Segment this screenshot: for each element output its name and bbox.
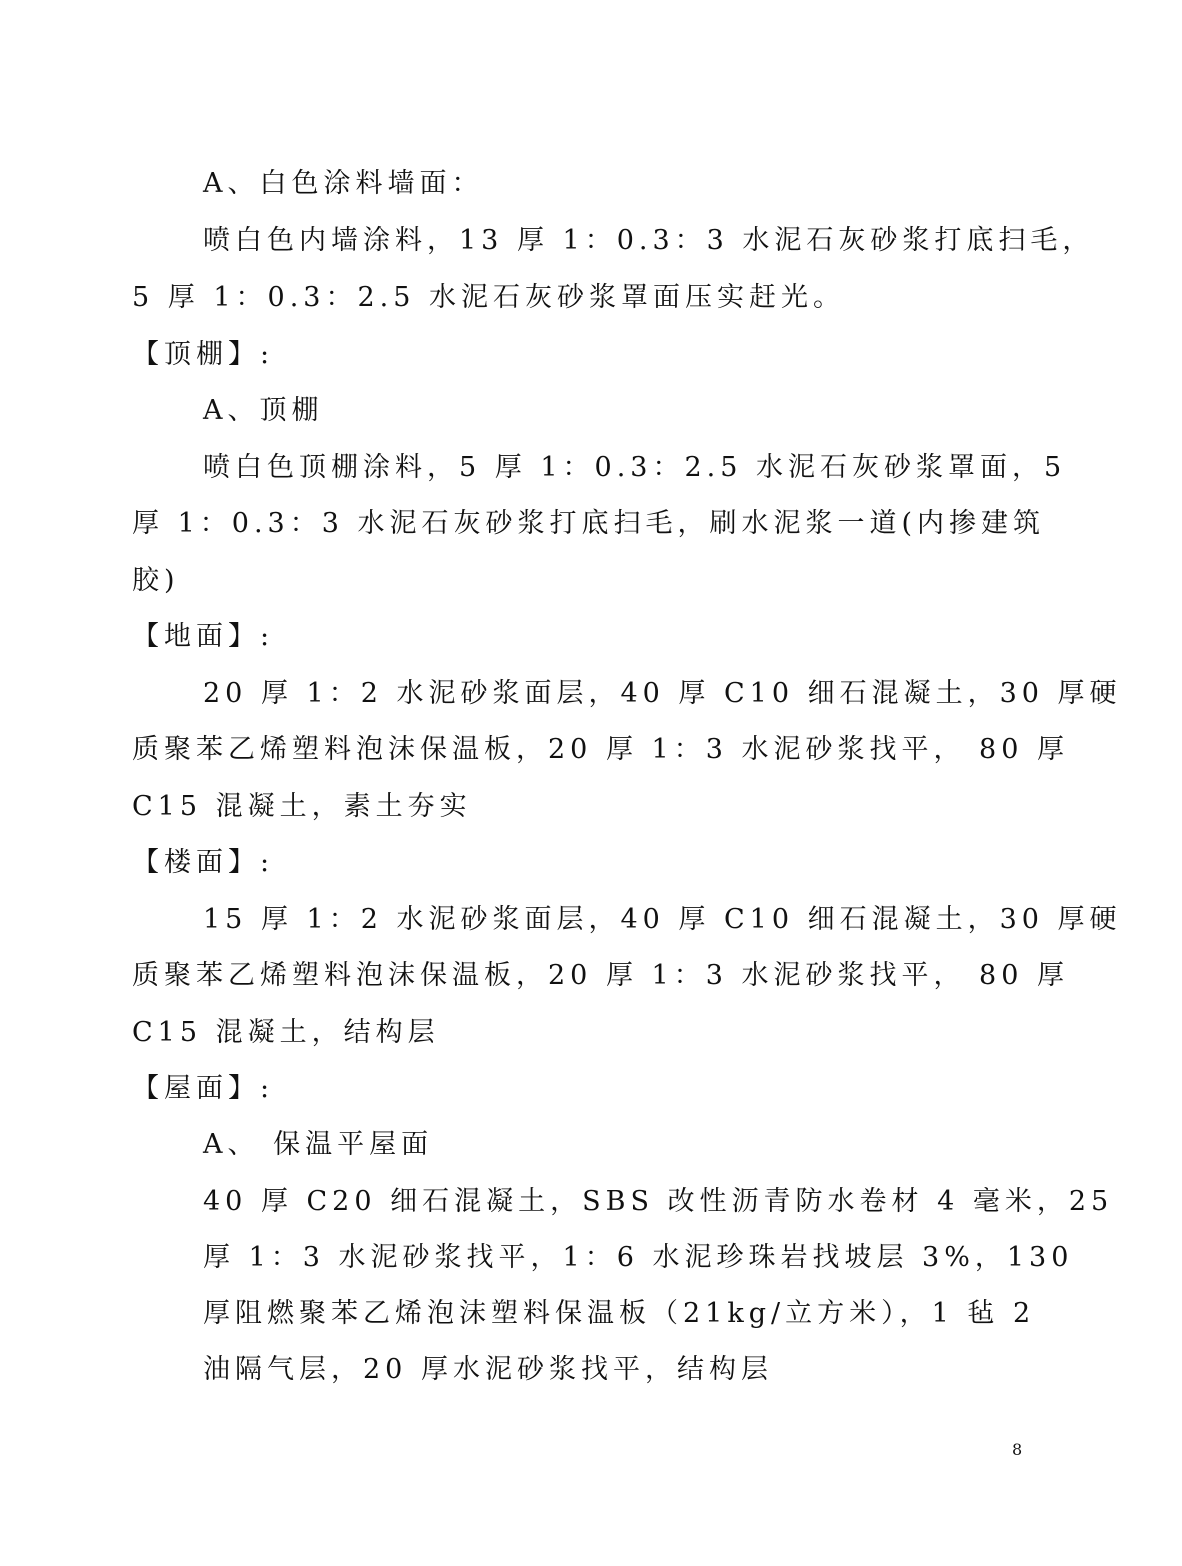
section-heading-roof: 【屋面】:	[132, 1073, 275, 1104]
page-number: 8	[1012, 1440, 1023, 1459]
paragraph-line: 厚 1：0.3：3 水泥石灰砂浆打底扫毛，刷水泥浆一道(内掺建筑	[132, 508, 1045, 539]
paragraph-line: C15 混凝土，结构层	[132, 1017, 440, 1048]
paragraph-line: 质聚苯乙烯塑料泡沫保温板，20 厚 1：3 水泥砂浆找平， 80 厚	[132, 734, 1069, 765]
roof-subheading: A、 保温平屋面	[203, 1129, 434, 1160]
paragraph-line: 5 厚 1：0.3：2.5 水泥石灰砂浆罩面压实赶光。	[132, 282, 845, 313]
paragraph-line: 喷白色内墙涂料，13 厚 1：0.3：3 水泥石灰砂浆打底扫毛，	[203, 225, 1095, 256]
ceiling-subheading: A、顶棚	[203, 395, 324, 426]
paragraph-line: 15 厚 1：2 水泥砂浆面层，40 厚 C10 细石混凝土，30 厚硬	[203, 904, 1122, 935]
wall-paint-heading: A、白色涂料墙面：	[203, 168, 484, 199]
paragraph-line: 喷白色顶棚涂料，5 厚 1：0.3：2.5 水泥石灰砂浆罩面，5	[203, 452, 1067, 483]
paragraph-line: 厚 1：3 水泥砂浆找平，1：6 水泥珍珠岩找坡层 3%，130	[203, 1242, 1074, 1273]
section-heading-floor: 【楼面】:	[132, 847, 275, 878]
paragraph-line: 油隔气层，20 厚水泥砂浆找平，结构层	[203, 1354, 773, 1385]
paragraph-line: 20 厚 1：2 水泥砂浆面层，40 厚 C10 细石混凝土，30 厚硬	[203, 678, 1122, 709]
section-heading-ground: 【地面】:	[132, 621, 275, 652]
paragraph-line: 40 厚 C20 细石混凝土，SBS 改性沥青防水卷材 4 毫米，25	[203, 1186, 1114, 1217]
paragraph-line: 胶)	[132, 565, 180, 596]
paragraph-line: 质聚苯乙烯塑料泡沫保温板，20 厚 1：3 水泥砂浆找平， 80 厚	[132, 960, 1069, 991]
paragraph-line: C15 混凝土，素土夯实	[132, 791, 472, 822]
section-heading-ceiling: 【顶棚】:	[132, 339, 275, 370]
paragraph-line: 厚阻燃聚苯乙烯泡沫塑料保温板（21kg/立方米），1 毡 2	[203, 1298, 1036, 1329]
